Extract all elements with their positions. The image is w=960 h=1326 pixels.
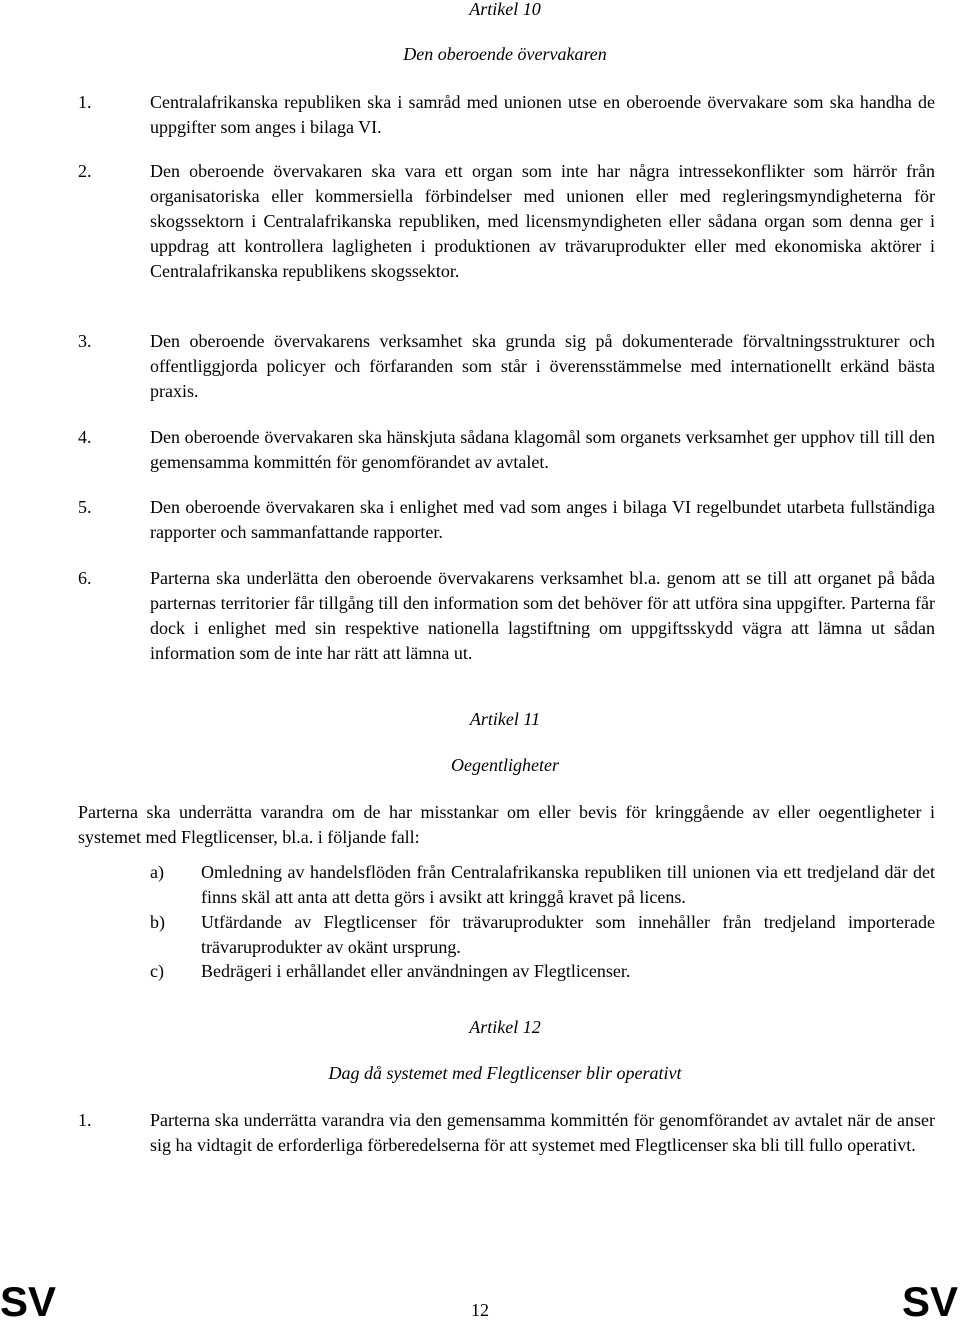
item-number: 1.: [78, 92, 92, 112]
article-11-item-a: [150, 860, 935, 910]
page-number: 12: [471, 1300, 489, 1320]
item-number: 1.: [78, 1110, 92, 1130]
article-10-title: Artikel 10: [469, 0, 541, 19]
item-letter: c): [150, 961, 164, 981]
article-12-subtitle: Dag då systemet med Flegtlicenser blir operativt: [328, 1063, 682, 1083]
article-10-item-1: [78, 90, 935, 140]
item-number: 2.: [78, 161, 92, 181]
article-11-item-c: [150, 959, 935, 984]
article-11-subtitle: Oegentligheter: [451, 755, 559, 775]
item-text: Parterna ska underrätta varandra via den gemensamma kommittén för genomförandet av avtalet när de anser sig ha vidtagit de erforderliga förberedelserna för att systemet med Flegtlicenser ska bli till fullo operativt.: [150, 1110, 935, 1155]
item-text: Den oberoende övervakaren ska hänskjuta sådana klagomål som organets verksamhet ger upphov till till den gemensamma kommittén för genomförandet av avtalet.: [150, 427, 935, 472]
article-11-intro: Parterna ska underrätta varandra om de har misstankar om eller bevis för kringgående av eller oegentligheter i systemet med Flegtlicenser, bl.a. i följande fall:: [78, 802, 935, 847]
article-11-item-b: [150, 910, 935, 960]
article-10-item-3: [78, 329, 935, 404]
item-number: 3.: [78, 331, 92, 351]
item-text: Utfärdande av Flegtlicenser för trävaruprodukter som innehåller från tredjeland importerade trävaruprodukter av okänt ursprung.: [201, 912, 935, 957]
article-10-item-6: [78, 566, 935, 666]
article-12-item-1: [78, 1108, 935, 1158]
language-code-right: SV: [901, 1278, 958, 1325]
item-number: 4.: [78, 427, 92, 447]
article-10-item-2: [78, 159, 935, 284]
article-10-item-4: [78, 425, 935, 475]
item-letter: b): [150, 912, 165, 932]
item-text: Centralafrikanska republiken ska i samråd med unionen utse en oberoende övervakare som ska handha de uppgifter som anges i bilaga VI.: [150, 92, 935, 137]
item-text: Den oberoende övervakaren ska vara ett organ som inte har några intressekonflikter som härrör från organisatoriska eller kommersiella förbindelser med unionen eller med regleringsmyndigheterna för skogssektorn i Centralafrikanska republiken, med licensmyndigheten eller sådana organ som denna ger i uppdrag att kontrollera lagligheten i produktionen av trävaruprodukter eller med ekonomiska aktörer i Centralafrikanska republikens skogssektor.: [150, 161, 935, 281]
item-text: Den oberoende övervakarens verksamhet ska grunda sig på dokumenterade förvaltningsstrukturer och offentliggjorda policyer och förfaranden som står i överensstämmelse med internationellt erkänd bästa praxis.: [150, 331, 935, 401]
language-code-left: SV: [0, 1278, 57, 1325]
item-number: 6.: [78, 568, 92, 588]
article-12-title: Artikel 12: [469, 1017, 541, 1037]
item-number: 5.: [78, 497, 92, 517]
item-letter: a): [150, 862, 164, 882]
article-10-subtitle: Den oberoende övervakaren: [403, 44, 607, 64]
item-text: Den oberoende övervakaren ska i enlighet med vad som anges i bilaga VI regelbundet utarbeta fullständiga rapporter och sammanfattande rapporter.: [150, 497, 935, 542]
item-text: Omledning av handelsflöden från Centralafrikanska republiken till unionen via ett tredjeland där det finns skäl att anta att detta görs i avsikt att kringgå kravet på licens.: [201, 862, 935, 907]
article-11-title: Artikel 11: [469, 709, 541, 729]
article-10-item-5: [78, 495, 935, 545]
item-text: Bedrägeri i erhållandet eller användningen av Flegtlicenser.: [201, 961, 631, 981]
item-text: Parterna ska underlätta den oberoende övervakarens verksamhet bl.a. genom att se till att organet på båda parternas territorier får tillgång till den information som det behöver för att utföra sina uppgifter. Parterna får dock i enlighet med sin respektive nationella lagstiftning om uppgiftsskydd vägra att lämna ut sådan information som de inte har rätt att lämna ut.: [150, 568, 935, 663]
